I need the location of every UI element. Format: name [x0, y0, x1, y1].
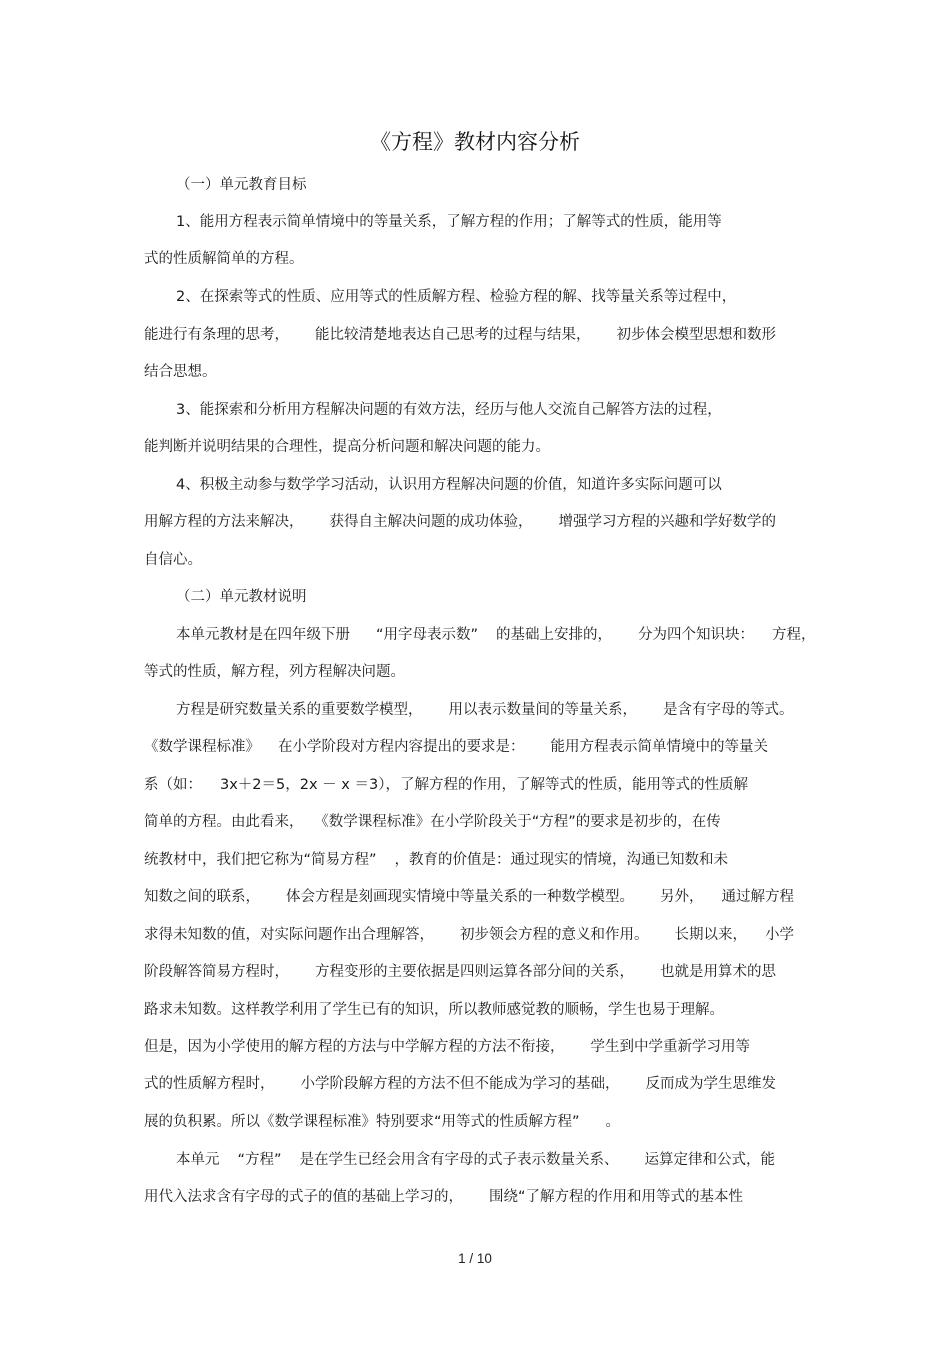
para-2-line-12: 展的负积累。所以《数学课程标准》特别要求“用等式的性质解方程” 。 [144, 1114, 621, 1130]
para-2-line-6: 知数之间的联系， 体会方程是刻画现实情境中等量关系的一种数学模型。 另外， 通过解方程 [144, 889, 794, 905]
para-2-line-1: 方程是研究数量关系的重要数学模型， 用以表示数量间的等量关系， 是含有字母的等式。 [176, 702, 794, 718]
section-heading-goals: （一）单元教育目标 [176, 177, 307, 193]
section-heading-materials: （二）单元教材说明 [176, 589, 307, 605]
goal-4-line-1: 4、积极主动参与数学学习活动，认识用方程解决问题的价值，知道许多实际问题可以 [176, 477, 722, 493]
goal-4-line-3: 自信心。 [144, 552, 202, 568]
para-2-line-9: 路求未知数。这样教学利用了学生已有的知识，所以教师感觉教的顺畅，学生也易于理解。 [144, 1002, 724, 1018]
goal-1-line-2: 式的性质解简单的方程。 [144, 251, 304, 267]
page-indicator: 1 / 10 [458, 1251, 492, 1266]
goal-2-line-1: 2、在探索等式的性质、应用等式的性质解方程、检验方程的解、找等量关系等过程中， [176, 289, 737, 305]
para-2-line-8: 阶段解答简易方程时， 方程变形的主要依据是四则运算各部分间的关系， 也就是用算术的思 [144, 964, 776, 980]
para-2-line-2: 《数学课程标准》 在小学阶段对方程内容提出的要求是： 能用方程表示简单情境中的等量关 [144, 739, 768, 755]
goal-4-line-2: 用解方程的方法来解决， 获得自主解决问题的成功体验， 增强学习方程的兴趣和学好数学的 [144, 514, 776, 530]
goal-1-line-1: 1、能用方程表示简单情境中的等量关系，了解方程的作用；了解等式的性质，能用等 [176, 214, 722, 230]
para-2-line-7: 求得未知数的值，对实际问题作出合理解答， 初步领会方程的意义和作用。 长期以来， 小学 [144, 927, 794, 943]
para-1-line-2: 等式的性质，解方程，列方程解决问题。 [144, 664, 405, 680]
para-1-line-1: 本单元教材是在四年级下册 “用字母表示数” 的基础上安排的， 分为四个知识块： 方程， [176, 627, 816, 643]
para-2-line-4: 简单的方程。由此看来， 《数学课程标准》在小学阶段关于“方程”的要求是初步的，在传 [144, 814, 721, 830]
para-2-line-10: 但是，因为小学使用的解方程的方法与中学解方程的方法不衔接， 学生到中学重新学习用等 [144, 1039, 750, 1055]
para-2-line-3: 系（如： 3x＋2＝5，2x － x ＝3），了解方程的作用，了解等式的性质，能用等式的性质解 [144, 777, 748, 793]
goal-2-line-3: 结合思想。 [144, 364, 217, 380]
para-3-line-1: 本单元 “方程” 是在学生已经会用含有字母的式子表示数量关系、 运算定律和公式，能 [176, 1152, 776, 1168]
document-title: 《方程》教材内容分析 [370, 130, 580, 154]
goal-3-line-2: 能判断并说明结果的合理性，提高分析问题和解决问题的能力。 [144, 439, 550, 455]
para-3-line-2: 用代入法求含有字母的式子的值的基础上学习的， 围绕“了解方程的作用和用等式的基本性 [144, 1189, 744, 1205]
para-2-line-11: 式的性质解方程时， 小学阶段解方程的方法不但不能成为学习的基础， 反而成为学生思维发 [144, 1076, 776, 1092]
goal-3-line-1: 3、能探索和分析用方程解决问题的有效方法，经历与他人交流自己解答方法的过程， [176, 402, 722, 418]
para-2-line-5: 统教材中，我们把它称为“简易方程” ，教育的价值是：通过现实的情境，沟通已知数和未 [144, 852, 729, 868]
goal-2-line-2: 能进行有条理的思考， 能比较清楚地表达自己思考的过程与结果， 初步体会模型思想和数形 [144, 327, 776, 343]
